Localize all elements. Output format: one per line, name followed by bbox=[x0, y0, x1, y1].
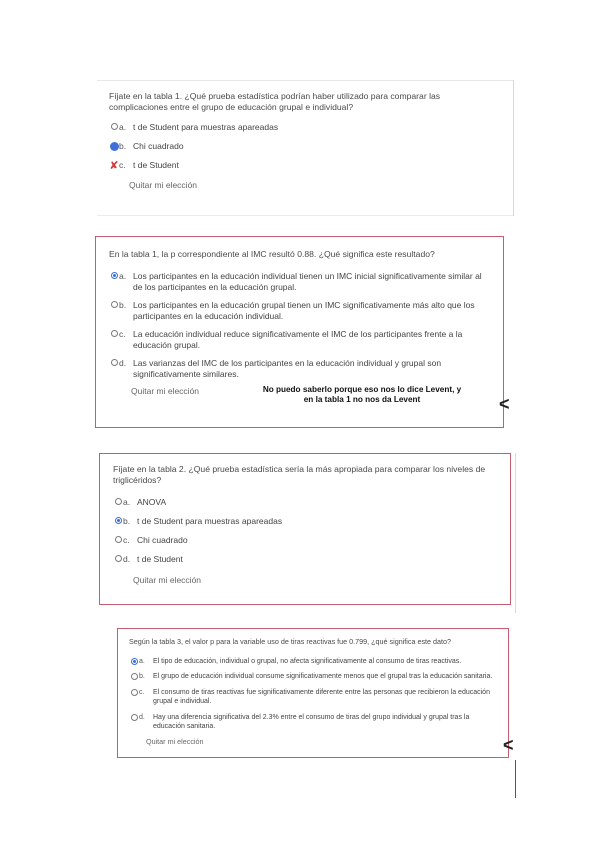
option-a[interactable]: a. ANOVA bbox=[113, 497, 498, 508]
radio-icon[interactable] bbox=[115, 555, 122, 562]
option-c[interactable]: c. La educación individual reduce significativamente el IMC de los participantes frente a la educación grupal. bbox=[109, 329, 491, 351]
option-label: La educación individual reduce significativamente el IMC de los participantes frente a la educación grupal. bbox=[133, 329, 463, 350]
question-text: En la tabla 1, la p correspondiente al IMC resultó 0.88. ¿Qué significa este resultado? bbox=[109, 249, 435, 259]
option-b[interactable]: b. Chi cuadrado bbox=[109, 141, 501, 152]
radio-selected-icon[interactable] bbox=[115, 517, 122, 524]
option-label: Las varianzas del IMC de los participantes en la educación individual y grupal son significativamente similares. bbox=[133, 358, 442, 379]
option-d[interactable]: d. Hay una diferencia significativa del 2.3% entre el consumo de tiras del grupo individual y grupal tras la educación sanitaria. bbox=[129, 713, 498, 732]
option-label: t de Student bbox=[137, 554, 183, 564]
question-card-3 bbox=[99, 453, 511, 605]
option-b[interactable]: b. Los participantes en la educación grupal tienen un IMC significativamente más alto que los participantes en la educación individual. bbox=[109, 300, 491, 322]
option-c[interactable]: ✘ c. t de Student bbox=[109, 160, 179, 172]
option-label: El grupo de educación individual consume significativamente menos que el grupal tras la educación sanitaria. bbox=[153, 673, 493, 680]
clear-choice-link[interactable]: Quitar mi elección bbox=[129, 180, 198, 190]
radio-icon[interactable] bbox=[115, 536, 122, 543]
option-d[interactable]: d. t de Student bbox=[113, 554, 498, 565]
option-label: t de Student para muestras apareadas bbox=[133, 122, 279, 132]
radio-icon[interactable] bbox=[131, 689, 138, 696]
chevron-left-icon[interactable]: < bbox=[503, 735, 514, 755]
handwritten-annotation: No puedo saberlo porque eso nos lo dice Levent, y en la tabla 1 no nos da Levent bbox=[262, 385, 462, 404]
incorrect-x-icon: ✘ bbox=[109, 160, 119, 172]
option-label: Chi cuadrado bbox=[137, 535, 188, 545]
radio-selected-icon[interactable] bbox=[131, 658, 138, 665]
option-label: t de Student para muestras apareadas bbox=[137, 516, 283, 526]
option-b[interactable]: b. t de Student para muestras apareadas bbox=[113, 516, 498, 527]
question-text: Fíjate en la tabla 1. ¿Qué prueba estadística podrían haber utilizado para comparar las complicaciones entre el grupo de educación grupal e individual? bbox=[109, 91, 441, 112]
option-label: t de Student bbox=[133, 160, 179, 170]
clear-choice-link[interactable]: Quitar mi elección bbox=[131, 386, 200, 396]
radio-selected-icon[interactable] bbox=[111, 272, 118, 279]
radio-icon[interactable] bbox=[111, 301, 118, 308]
radio-icon[interactable] bbox=[115, 498, 122, 505]
clear-choice-link[interactable]: Quitar mi elección bbox=[146, 736, 204, 746]
radio-icon[interactable] bbox=[131, 714, 138, 721]
option-a[interactable]: a. Los participantes en la educación individual tienen un IMC inicial significativamente similar al de los participantes en la educación grupal. bbox=[109, 271, 491, 293]
option-a[interactable]: a. t de Student para muestras apareadas bbox=[109, 122, 501, 133]
option-label: El consumo de tiras reactivas fue significativamente diferente entre las personas que recibieron la educación grupal e individual. bbox=[153, 688, 490, 705]
radio-selected-icon[interactable] bbox=[110, 142, 119, 151]
question-card-1 bbox=[97, 80, 513, 216]
radio-icon[interactable] bbox=[111, 330, 118, 337]
option-label: El tipo de educación, individual o grupal, no afecta significativamente al consumo de tiras reactivas. bbox=[153, 657, 462, 665]
option-d[interactable]: d. Las varianzas del IMC de los participantes en la educación individual y grupal son significativamente similares. bbox=[109, 358, 491, 380]
option-c[interactable]: c. El consumo de tiras reactivas fue significativamente diferente entre las personas que recibieron la educación grupal e individual. bbox=[129, 688, 498, 707]
chevron-left-icon[interactable]: < bbox=[499, 394, 510, 414]
question-text: Según la tabla 3, el valor p para la variable uso de tiras reactivas fue 0.799, ¿qué significa este dato? bbox=[129, 637, 452, 646]
option-c[interactable]: c. Chi cuadrado bbox=[113, 535, 498, 546]
option-a[interactable]: a. El tipo de educación, individual o grupal, no afecta significativamente al consumo de tiras reactivas. bbox=[129, 657, 498, 667]
question-text: Fíjate en la tabla 2. ¿Qué prueba estadística sería la más apropiada para comparar los niveles de triglicéridos? bbox=[113, 464, 486, 485]
clear-choice-link[interactable]: Quitar mi elección bbox=[133, 575, 202, 585]
radio-icon[interactable] bbox=[111, 359, 118, 366]
option-label: Los participantes en la educación individual tienen un IMC inicial significativamente similar al de los participantes en la educación grupal. bbox=[133, 271, 482, 292]
radio-icon[interactable] bbox=[111, 123, 118, 130]
option-label: Los participantes en la educación grupal tienen un IMC significativamente más alto que los participantes en la educación individual. bbox=[133, 300, 475, 321]
question-card-4 bbox=[117, 628, 509, 758]
option-label: Hay una diferencia significativa del 2.3% entre el consumo de tiras del grupo individual y grupal tras la educación sanitaria. bbox=[153, 713, 470, 730]
option-label: Chi cuadrado bbox=[133, 141, 184, 151]
option-label: ANOVA bbox=[137, 497, 167, 507]
radio-icon[interactable] bbox=[131, 673, 138, 680]
option-b[interactable]: b. El grupo de educación individual consume significativamente menos que el grupal tras la educación sanitaria. bbox=[129, 672, 498, 682]
